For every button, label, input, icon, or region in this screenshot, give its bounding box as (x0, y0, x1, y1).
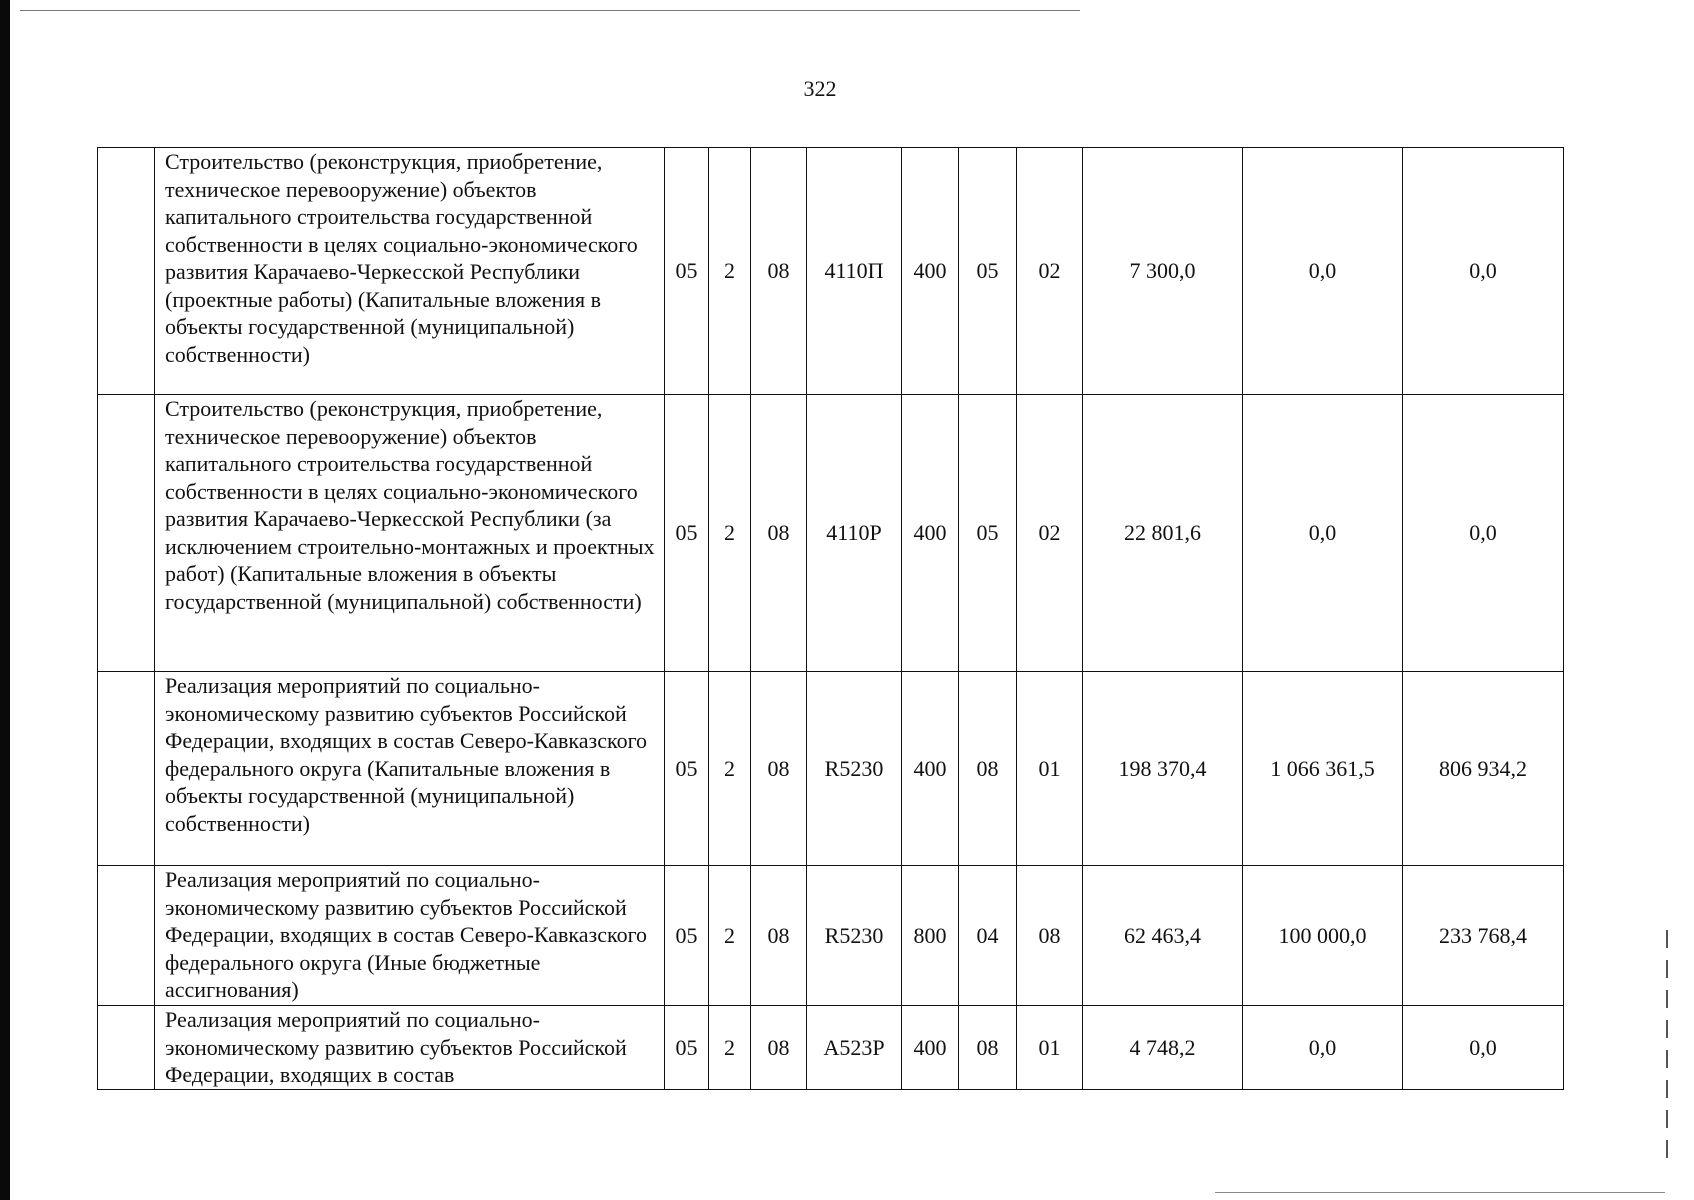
amount-cell: 233 768,4 (1403, 866, 1564, 1006)
expense-type-cell: 400 (902, 672, 959, 866)
table-row (98, 395, 1564, 672)
target-article-cell: R5230 (807, 672, 902, 866)
amount-cell: 4 748,2 (1083, 1006, 1243, 1090)
code-cell: 2 (709, 1006, 751, 1090)
section-cell: 08 (959, 1006, 1017, 1090)
amount-cell: 0,0 (1243, 148, 1403, 395)
code-cell: 05 (665, 1006, 709, 1090)
scan-artifact-top-line (20, 10, 1080, 11)
table-row (98, 866, 1564, 1006)
target-article-cell: A523P (807, 1006, 902, 1090)
table-row (98, 148, 1564, 395)
code-cell: 05 (665, 866, 709, 1006)
section-cell: 04 (959, 866, 1017, 1006)
budget-table (97, 147, 1564, 1090)
amount-cell: 62 463,4 (1083, 866, 1243, 1006)
amount-cell: 1 066 361,5 (1243, 672, 1403, 866)
amount-cell: 806 934,2 (1403, 672, 1564, 866)
code-cell: 08 (751, 1006, 807, 1090)
code-cell: 2 (709, 148, 751, 395)
code-cell: 08 (751, 866, 807, 1006)
amount-cell: 22 801,6 (1083, 395, 1243, 672)
code-cell: 05 (665, 148, 709, 395)
subsection-cell: 02 (1017, 148, 1083, 395)
description-cell: Реализация мероприятий по социально-экономическому развитию субъектов Российской Федерации, входящих в состав Северо-Кавказского федерального округа (Иные бюджетные ассигнования) (155, 866, 665, 1006)
page-number: 322 (803, 76, 837, 101)
amount-cell: 100 000,0 (1243, 866, 1403, 1006)
row-index-cell (98, 148, 155, 395)
row-index-cell (98, 395, 155, 672)
code-cell: 08 (751, 672, 807, 866)
code-cell: 05 (665, 672, 709, 866)
amount-cell: 0,0 (1243, 1006, 1403, 1090)
section-cell: 05 (959, 148, 1017, 395)
section-cell: 05 (959, 395, 1017, 672)
description-cell: Реализация мероприятий по социально-экономическому развитию субъектов Российской Федерации, входящих в состав (155, 1006, 665, 1090)
target-article-cell: 4110П (807, 148, 902, 395)
subsection-cell: 01 (1017, 1006, 1083, 1090)
row-index-cell (98, 1006, 155, 1090)
code-cell: 08 (751, 395, 807, 672)
amount-cell: 198 370,4 (1083, 672, 1243, 866)
target-article-cell: R5230 (807, 866, 902, 1006)
amount-cell: 0,0 (1403, 148, 1564, 395)
expense-type-cell: 400 (902, 395, 959, 672)
amount-cell: 0,0 (1243, 395, 1403, 672)
code-cell: 2 (709, 395, 751, 672)
subsection-cell: 02 (1017, 395, 1083, 672)
amount-cell: 7 300,0 (1083, 148, 1243, 395)
code-cell: 2 (709, 866, 751, 1006)
row-index-cell (98, 672, 155, 866)
description-cell: Реализация мероприятий по социально-экономическому развитию субъектов Российской Федерации, входящих в состав Северо-Кавказского федерального округа (Капитальные вложения в объекты государственной (муниципальной) собственности) (155, 672, 665, 866)
code-cell: 2 (709, 672, 751, 866)
description-cell: Строительство (реконструкция, приобретение, техническое перевооружение) объектов капитального строительства государственной собственности в целях социально-экономического развития Карачаево-Черкесской Республики (за исключением строительно-монтажных и проектных работ) (Капитальные вложения в объекты государственной (муниципальной) собственности) (155, 395, 665, 672)
scan-artifact-right-line (1666, 930, 1668, 1160)
code-cell: 08 (751, 148, 807, 395)
subsection-cell: 01 (1017, 672, 1083, 866)
scan-edge (0, 0, 10, 1200)
code-cell: 05 (665, 395, 709, 672)
description-cell: Строительство (реконструкция, приобретение, техническое перевооружение) объектов капитального строительства государственной собственности в целях социально-экономического развития Карачаево-Черкесской Республики (проектные работы) (Капитальные вложения в объекты государственной (муниципальной) собственности) (155, 148, 665, 395)
section-cell: 08 (959, 672, 1017, 866)
target-article-cell: 4110Р (807, 395, 902, 672)
row-index-cell (98, 866, 155, 1006)
table-row (98, 1006, 1564, 1090)
expense-type-cell: 400 (902, 148, 959, 395)
expense-type-cell: 800 (902, 866, 959, 1006)
scan-artifact-bottom-line (1215, 1192, 1665, 1193)
subsection-cell: 08 (1017, 866, 1083, 1006)
table-row (98, 672, 1564, 866)
amount-cell: 0,0 (1403, 395, 1564, 672)
amount-cell: 0,0 (1403, 1006, 1564, 1090)
expense-type-cell: 400 (902, 1006, 959, 1090)
budget-table-body (98, 148, 1564, 1090)
